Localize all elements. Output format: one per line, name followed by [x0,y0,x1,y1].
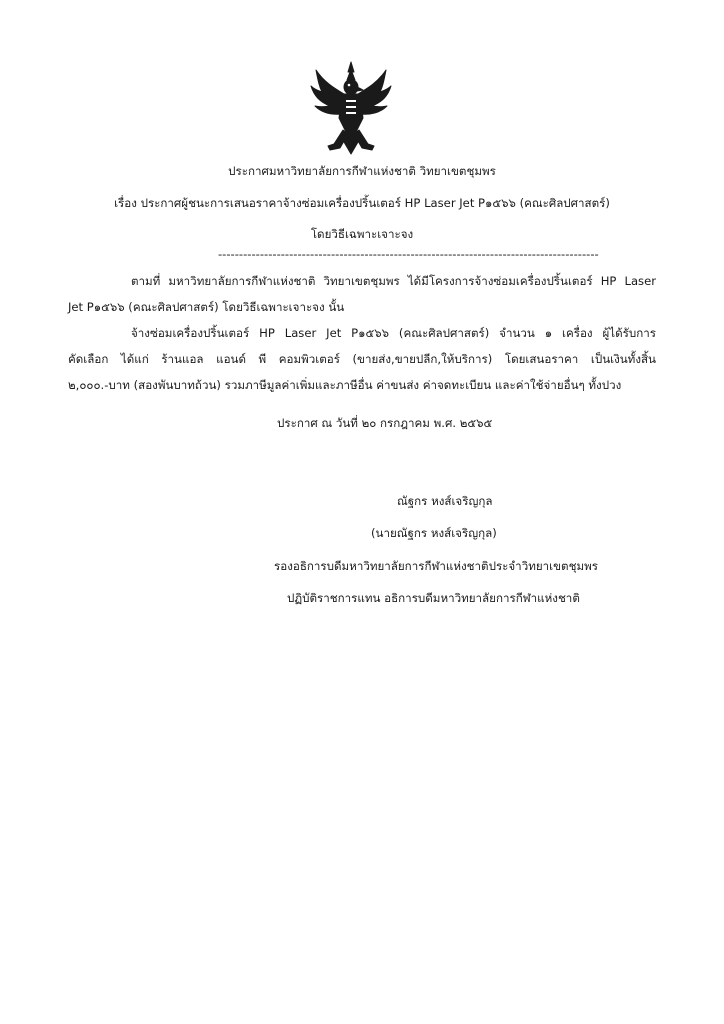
paragraph-2-line-1: จ้างซ่อมเครื่องปริ้นเตอร์ HP Laser Jet P๑๕๖๖ (คณะศิลปศาสตร์) จำนวน ๑ เครื่อง ผู้ได้รับการ [131,326,656,340]
announcement-subject: เรื่อง ประกาศผู้ชนะการเสนอราคาจ้างซ่อมเครื่องปริ้นเตอร์ HP Laser Jet P๑๕๖๖ (คณะศิลปศาสตร์) [114,196,610,210]
paragraph-1-line-1: ตามที่ มหาวิทยาลัยการกีฬาแห่งชาติ วิทยาเขตชุมพร ได้มีโครงการจ้างซ่อมเครื่องปริ้นเตอร์ HP Laser [131,274,656,288]
garuda-emblem-icon [310,60,392,156]
announcement-date: ประกาศ ณ วันที่ ๒๐ กรกฎาคม พ.ศ. ๒๕๖๕ [277,416,493,430]
announcement-title: ประกาศมหาวิทยาลัยการกีฬาแห่งชาติ วิทยาเขตชุมพร [228,164,496,178]
procurement-method: โดยวิธีเฉพาะเจาะจง [310,227,414,241]
paragraph-2-line-2: คัดเลือก ได้แก่ ร้านแอล แอนด์ พี คอมพิวเตอร์ (ขายส่ง,ขายปลีก,ให้บริการ) โดยเสนอราคา เป็นเงินทั้งสิ้น [68,352,656,366]
paragraph-2-line-3: ๒,๐๐๐.-บาท (สองพันบาทถ้วน) รวมภาษีมูลค่าเพิ่มและภาษีอื่น ค่าขนส่ง ค่าจดทะเบียน และค่าใช้จ่ายอื่นๆ ทั้งปวง [68,378,622,392]
paragraph-1-line-2: Jet P๑๕๖๖ (คณะศิลปศาสตร์) โดยวิธีเฉพาะเจาะจง นั้น [68,300,345,314]
signatory-acting-for: ปฏิบัติราชการแทน อธิการบดีมหาวิทยาลัยการกีฬาแห่งชาติ [287,591,580,605]
divider: ------------------------------------------------------------------------------------------- [218,247,599,261]
signature-name: ณัฐกร หงส์เจริญกุล [397,494,493,508]
signatory-full-name: (นายณัฐกร หงส์เจริญกุล) [371,526,497,540]
signatory-position: รองอธิการบดีมหาวิทยาลัยการกีฬาแห่งชาติประจำวิทยาเขตชุมพร [274,559,598,573]
